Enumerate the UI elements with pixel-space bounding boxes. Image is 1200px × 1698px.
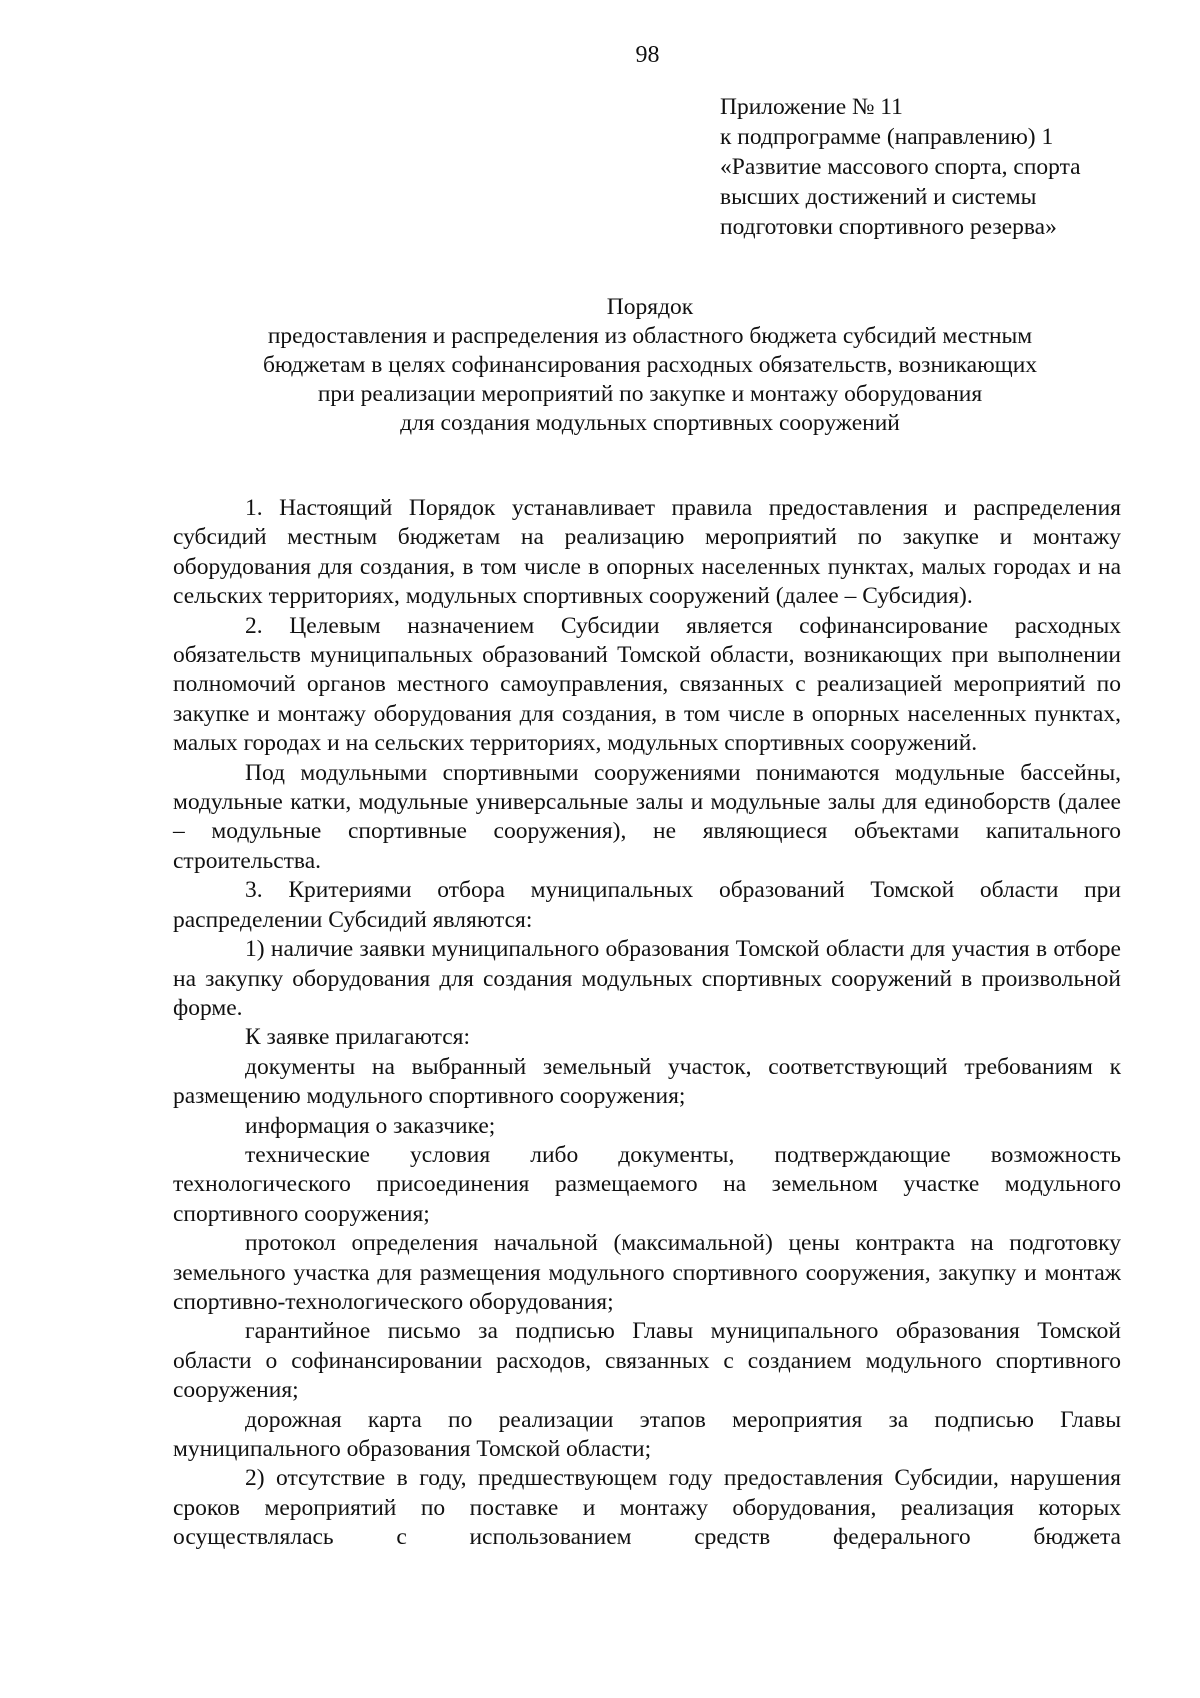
page-number: 98 [635, 42, 660, 68]
paragraph: 1) наличие заявки муниципального образования Томской области для участия в отборе на закупку оборудования для создания модульных спортивных сооружений в произвольной форме. [173, 936, 1121, 1021]
appendix-line: подготовки спортивного резерва» [720, 214, 1057, 240]
paragraph: 2. Целевым назначением Субсидии является софинансирование расходных обязательств муниципальных образований Томской области, возникающих при выполнении полномочий органов местного самоуправления, связанных с реализацией мероприятий по закупке и монтажу оборудования для создания, в том числе в опорных населенных пунктах, малых городах и на сельских территориях, модульных спортивных сооружений. [173, 612, 1121, 757]
title-line: предоставления и распределения из областного бюджета субсидий местным [267, 323, 1033, 349]
title-line: Порядок [606, 294, 694, 320]
appendix-line: к подпрограмме (направлению) 1 [720, 124, 1054, 150]
paragraph: 1. Настоящий Порядок устанавливает правила предоставления и распределения субсидий местным бюджетам на реализацию мероприятий по закупке и монтажу оборудования для создания, в том числе в опорных населенных пунктах, малых городах и на сельских территориях, модульных спортивных сооружений (далее – Субсидия). [173, 495, 1121, 610]
paragraph: 2) отсутствие в году, предшествующем году предоставления Субсидии, нарушения сроков мероприятий по поставке и монтажу оборудования, реализация которых осуществлялась с использованием средств федерального бюджета [173, 1465, 1121, 1551]
paragraph: гарантийное письмо за подписью Главы муниципального образования Томской области о софинансировании расходов, связанных с созданием модульного спортивного сооружения; [173, 1318, 1121, 1404]
appendix-line: высших достижений и системы [720, 184, 1037, 210]
paragraph: документы на выбранный земельный участок, соответствующий требованиям к размещению модульного спортивного сооружения; [173, 1053, 1121, 1110]
document-body [173, 494, 1121, 1553]
paragraph: технические условия либо документы, подтверждающие возможность технологического присоединения размещаемого на земельном участке модульного спортивного сооружения; [173, 1141, 1121, 1227]
appendix-line: «Развитие массового спорта, спорта [720, 154, 1081, 180]
paragraph: Под модульными спортивными сооружениями понимаются модульные бассейны, модульные катки, модульные универсальные залы и модульные залы для единоборств (далее – модульные спортивные сооружения), не являющиеся объектами капитального строительства. [173, 759, 1121, 874]
title-line: для создания модульных спортивных сооружений [400, 410, 900, 436]
paragraph: дорожная карта по реализации этапов мероприятия за подписью Главы муниципального образования Томской области; [173, 1406, 1121, 1462]
title-line: при реализации мероприятий по закупке и монтажу оборудования [317, 381, 983, 407]
document-title [170, 293, 1130, 438]
paragraph: 3. Критериями отбора муниципальных образований Томской области при распределении Субсидий являются: [173, 877, 1121, 933]
paragraph: протокол определения начальной (максимальной) цены контракта на подготовку земельного участка для размещения модульного спортивного сооружения, закупку и монтаж спортивно-технологического оборудования; [173, 1230, 1121, 1315]
appendix-line: Приложение № 11 [720, 94, 903, 120]
paragraph: К заявке прилагаются: [245, 1024, 471, 1051]
appendix-note [720, 92, 1160, 242]
paragraph: информация о заказчике; [245, 1112, 496, 1139]
title-line: бюджетам в целях софинансирования расходных обязательств, возникающих [262, 352, 1038, 378]
